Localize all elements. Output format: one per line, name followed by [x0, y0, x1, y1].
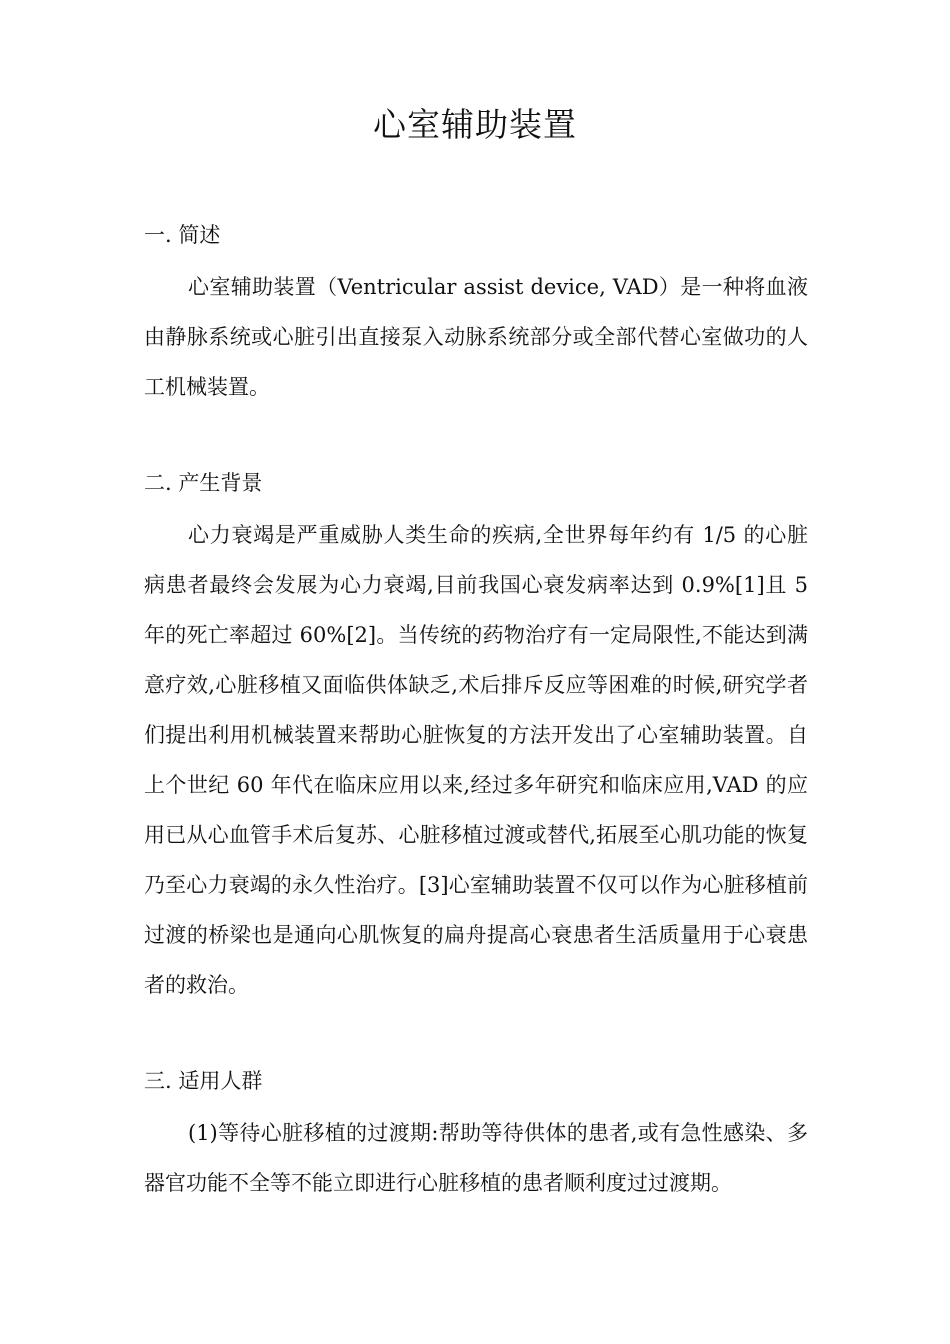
document-title: 心室辅助装置	[373, 105, 577, 144]
paragraph: 心力衰竭是严重威胁人类生命的疾病,全世界每年约有 1/5 的心脏病患者最终会发展为心力衰竭,目前我国心衰发病率达到 0.9%[1]且 5 年的死亡率超过 60%[2]。当传统的药物治疗有一定局限性,不能达到满意疗效,心脏移植又面临供体缺乏,术后排斥反应等困难的时候,研究学者们提出利用机械装置来帮助心脏恢复的方法开发出了心室辅助装置。自上个世纪 60 年代在临床应用以来,经过多年研究和临床应用,VAD 的应用已从心血管手术后复苏、心脏移植过渡或替代,拓展至心肌功能的恢复乃至心力衰竭的永久性治疗。[3]心室辅助装置不仅可以作为心脏移植前过渡的桥梁也是通向心肌恢复的扁舟提高心衰患者生活质量用于心衰患者的救治。	[144, 523, 808, 997]
paragraph: 心室辅助装置（Ventricular assist device, VAD）是一种将血液由静脉系统或心脏引出直接泵入动脉系统部分或全部代替心室做功的人工机械装置。	[144, 275, 808, 399]
section-heading: 三. 适用人群	[144, 1069, 263, 1093]
section-overview	[144, 220, 808, 412]
section-heading: 一. 简述	[144, 223, 221, 247]
section-heading: 二. 产生背景	[144, 471, 263, 495]
section-background	[144, 468, 808, 1010]
paragraph: (1)等待心脏移植的过渡期:帮助等待供体的患者,或有急性感染、多器官功能不全等不能立即进行心脏移植的患者顺利度过过渡期。	[144, 1121, 808, 1195]
section-target-population	[144, 1066, 808, 1208]
